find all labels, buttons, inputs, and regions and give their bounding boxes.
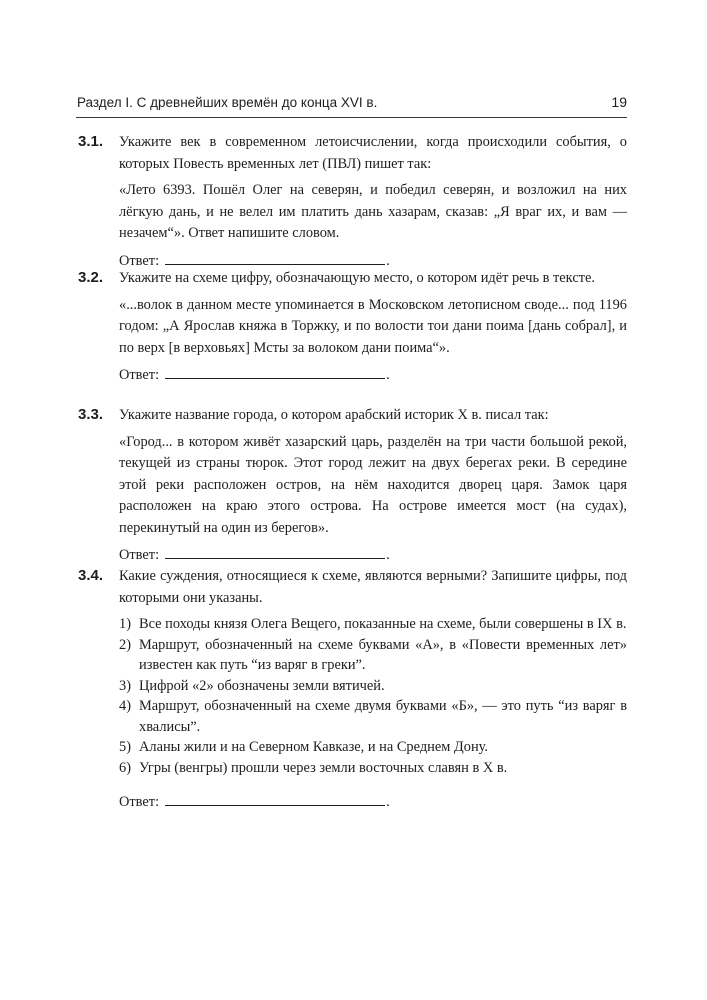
- task-number: 3.1.: [78, 133, 104, 150]
- task-number: 3.3.: [78, 406, 104, 423]
- task-body: [119, 566, 627, 813]
- task-question: Какие суждения, относящиеся к схеме, являются верными? Запишите цифры, под которыми они указаны.: [119, 568, 627, 606]
- task-3-2: [76, 268, 627, 386]
- option-number: 3): [119, 677, 131, 694]
- running-header: [76, 92, 627, 114]
- answer-label: Ответ:: [119, 367, 160, 383]
- task-quote: «...волок в данном месте упоминается в Московском летописном своде... под 1196 годом: „А Ярослав княжа в Торжку, и по волости тои дани поима [дань собрал], и по верх [в верховьях] Мсты за волоком дани поима“».: [119, 296, 627, 356]
- page-number: 19: [611, 94, 627, 110]
- options-list: [119, 614, 627, 778]
- answer-end: .: [386, 367, 390, 383]
- option-text: Все походы князя Олега Вещего, показанные на схеме, были совершены в IX в.: [139, 616, 627, 632]
- option-number: 4): [119, 698, 131, 714]
- option-number: 6): [119, 759, 131, 776]
- task-3-3: [76, 405, 627, 566]
- answer-end: .: [386, 252, 390, 269]
- task-3-4: [76, 566, 627, 813]
- task-3-1: [76, 132, 627, 272]
- option-item: [119, 737, 627, 758]
- option-text: Цифрой «2» обозначены земли вятичей.: [139, 677, 385, 694]
- answer-end: .: [386, 794, 390, 810]
- answer-field[interactable]: [165, 365, 385, 379]
- task-number: 3.4.: [78, 567, 104, 584]
- section-title: Раздел I. С древнейших времён до конца XVI в.: [77, 95, 378, 110]
- task-question: Укажите название города, о котором арабский историк X в. писал так:: [119, 407, 549, 423]
- header-divider: [76, 117, 627, 118]
- answer-label: Ответ:: [119, 794, 160, 810]
- option-item: [119, 696, 627, 737]
- answer-field[interactable]: [165, 545, 385, 559]
- option-item: [119, 758, 627, 779]
- option-text: Угры (венгры) прошли через земли восточных славян в X в.: [139, 759, 508, 776]
- answer-row: [119, 365, 627, 386]
- task-question: Укажите век в современном летоисчислении, когда происходили события, о которых Повесть временных лет (ПВЛ) пишет так:: [119, 134, 627, 172]
- option-item: [119, 635, 627, 676]
- option-item: [119, 676, 627, 697]
- option-item: [119, 614, 627, 635]
- option-number: 1): [119, 616, 131, 632]
- answer-field[interactable]: [165, 792, 385, 806]
- option-number: 5): [119, 739, 131, 755]
- task-quote: «Город... в котором живёт хазарский царь, разделён на три части большой рекой, текущей из страны тюрок. Этот город лежит на двух берегах реки. В середине этой реки расположен остров, на нём находится дворец царя. Замок царя расположен на краю этого острова. На острове имеется мост (на судах), перекинутый на один из берегов».: [119, 433, 627, 536]
- answer-end: .: [386, 547, 390, 563]
- answer-row: [119, 792, 627, 813]
- answer-label: Ответ:: [119, 252, 160, 269]
- task-question: Укажите на схеме цифру, обозначающую место, о котором идёт речь в тексте.: [119, 270, 595, 286]
- task-body: [119, 405, 627, 566]
- task-body: [119, 132, 627, 272]
- answer-field[interactable]: [165, 251, 385, 265]
- task-quote: «Лето 6393. Пошёл Олег на северян, и победил северян, и возложил на них лёгкую дань, и не велел им платить дань хазарам, сказав: „Я враг их, и вам — незачем“». Ответ напишите словом.: [119, 182, 627, 241]
- task-number: 3.2.: [78, 269, 104, 286]
- option-text: Маршрут, обозначенный на схеме двумя буквами «Б», — это путь “из варяг в хвалисы”.: [139, 698, 627, 735]
- answer-label: Ответ:: [119, 547, 160, 563]
- answer-row: [119, 545, 627, 566]
- option-text: Маршрут, обозначенный на схеме буквами «А», в «Повести временных лет» известен как путь “из варяг в греки”.: [139, 636, 627, 673]
- option-number: 2): [119, 636, 131, 653]
- task-body: [119, 268, 627, 386]
- option-text: Аланы жили и на Северном Кавказе, и на Среднем Дону.: [139, 739, 488, 755]
